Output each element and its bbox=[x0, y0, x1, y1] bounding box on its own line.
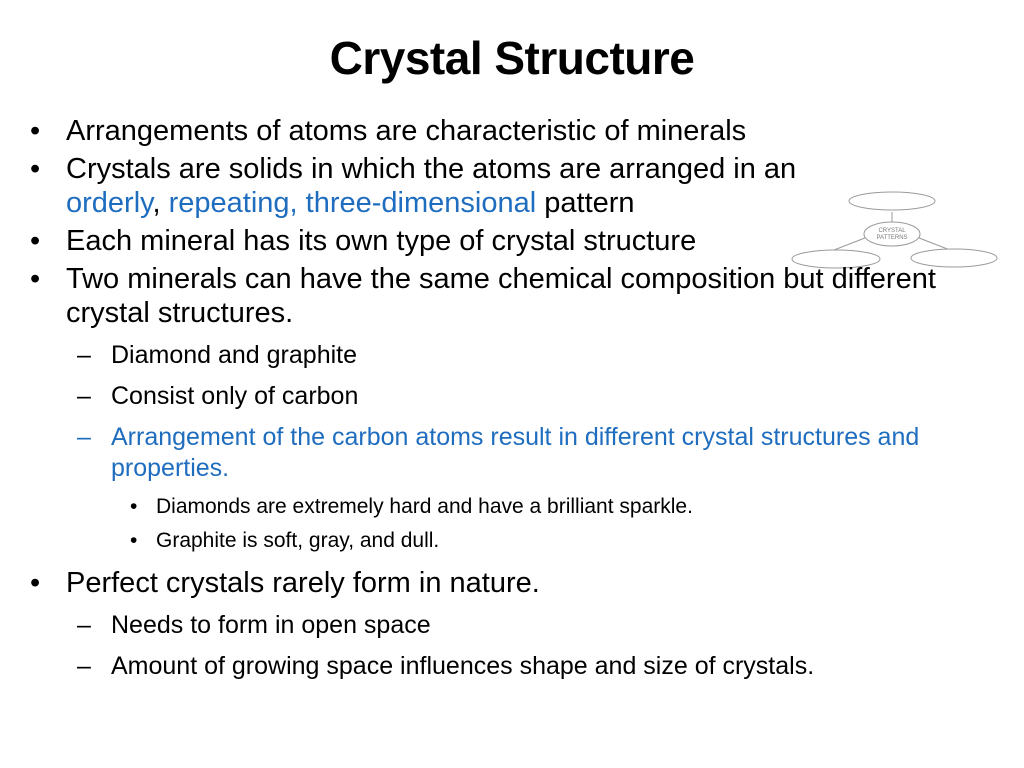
bullet-item bbox=[30, 566, 1010, 600]
dash-marker: – bbox=[77, 611, 91, 639]
bullet-text: Each mineral has its own type of crystal structure bbox=[66, 225, 697, 257]
sub-bullet-item bbox=[30, 610, 1010, 641]
bullet-text: Crystals are solids in which the atoms are arranged in an bbox=[66, 153, 797, 185]
bullet-item bbox=[30, 224, 1010, 258]
bullet-marker: • bbox=[30, 153, 41, 185]
sub-sub-bullet-text: Graphite is soft, gray, and dull. bbox=[156, 529, 440, 552]
bullet-item bbox=[30, 114, 1010, 148]
sub-bullet-text: Arrangement of the carbon atoms result in different crystal structures and properties. bbox=[111, 423, 920, 482]
sub-bullet-item bbox=[30, 422, 1010, 484]
sub-bullet-text: Needs to form in open space bbox=[111, 611, 431, 639]
bullet-text-highlight: orderly bbox=[66, 187, 153, 219]
diagram-center-line2: PATTERNS bbox=[876, 235, 908, 241]
bullet-text: Arrangements of atoms are characteristic of minerals bbox=[66, 115, 747, 147]
dash-marker: – bbox=[77, 652, 91, 680]
bullet-marker: • bbox=[130, 495, 138, 518]
bullet-text: Two minerals can have the same chemical composition but different crystal structures. bbox=[66, 263, 936, 329]
sub-bullet-text: Diamond and graphite bbox=[111, 341, 357, 369]
dash-marker: – bbox=[77, 341, 91, 369]
bullet-item bbox=[30, 262, 1010, 330]
bullet-marker: • bbox=[30, 115, 41, 147]
bullet-text: Perfect crystals rarely form in nature. bbox=[66, 567, 540, 599]
sub-bullet-item bbox=[30, 340, 1010, 371]
sub-sub-bullet-item bbox=[30, 528, 1010, 554]
dash-marker: – bbox=[77, 382, 91, 410]
bullet-text-highlight: repeating, three-dimensional bbox=[168, 187, 537, 219]
bullet-text: pattern bbox=[544, 187, 635, 219]
bullet-marker: • bbox=[130, 529, 138, 552]
sub-bullet-item bbox=[30, 381, 1010, 412]
diagram-center-line1: CRYSTAL bbox=[878, 228, 906, 234]
slide-body bbox=[30, 114, 1010, 692]
dash-marker: – bbox=[77, 423, 91, 451]
slide-title: Crystal Structure bbox=[329, 32, 695, 84]
sub-sub-bullet-item bbox=[30, 494, 1010, 520]
sub-bullet-item bbox=[30, 651, 1010, 682]
bullet-marker: • bbox=[30, 263, 41, 295]
sub-sub-bullet-text: Diamonds are extremely hard and have a brilliant sparkle. bbox=[156, 495, 693, 518]
sub-bullet-text: Consist only of carbon bbox=[111, 382, 359, 410]
sub-bullet-text: Amount of growing space influences shape and size of crystals. bbox=[111, 652, 815, 680]
bullet-text-comma: , bbox=[152, 187, 161, 219]
bullet-marker: • bbox=[30, 567, 41, 599]
bullet-marker: • bbox=[30, 225, 41, 257]
bullet-item bbox=[30, 152, 1010, 220]
